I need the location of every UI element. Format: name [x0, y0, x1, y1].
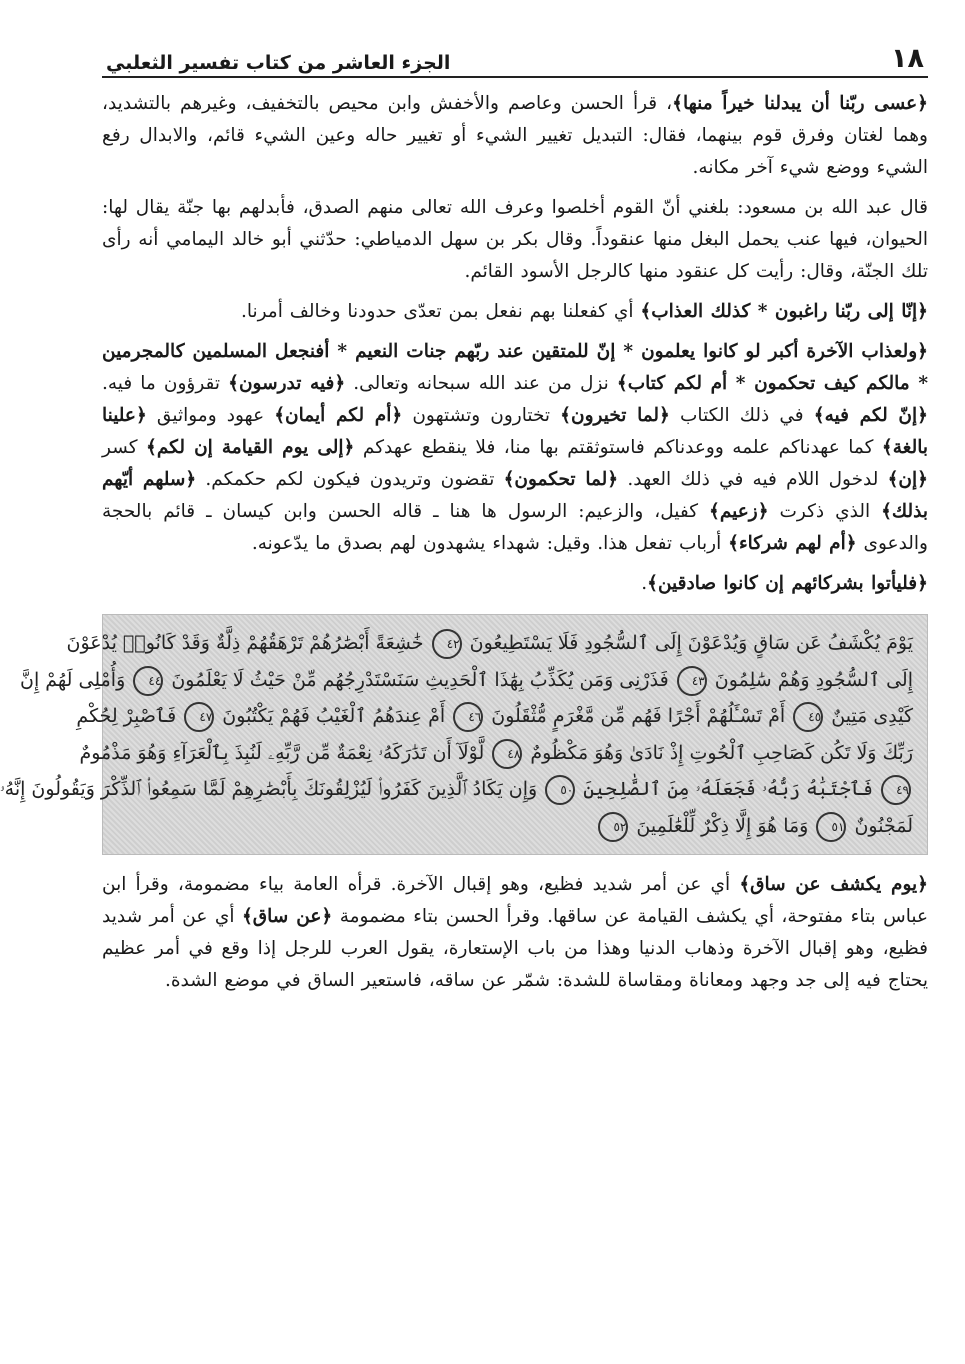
verse-text: أَمْ عِندَهُمُ ٱلْغَيْبُ فَهُمْ يَكْتُبُونَ — [216, 705, 452, 727]
text-segment: نزل من عند الله سبحانه وتعالى. — [345, 373, 617, 394]
verse-text: فَذَرْنِى وَمَن يُكَذِّبُ بِهَٰذَا ٱلْحَدِيثِ سَنَسْتَدْرِجُهُم مِّنْ حَيْثُ لَا يَعْلَمُونَ — [165, 668, 675, 691]
text-segment: ، قرأ الحسن وعاصم والأخفش وابن محيص بالتخفيف، وغيرهم بالتشديد، وهما لغتان وفرق قوم بينهما، فقال: التبديل تغيير الشيء أو تغيير حاله وعين الشيء قائم، والابدال رفع الشيء ووضع شيء آخر مكانه. — [102, 93, 928, 178]
text-segment: عهود ومواثيق — [146, 405, 275, 426]
verse-text: كَيْدِى مَتِينٌ — [825, 705, 913, 727]
quran-line — [76, 698, 913, 735]
text-segment: أي عن أمر شديد فظيع، وهو إقبال الآخرة وذهاب الدنيا وهذا من باب الإستعارة، يقول العرب للرجل إذا وقع في أمر عظيم يحتاج فيه إلى جد وجهد ومعاناة ومقاساة للشدة: شمّر عن ساقه، فاستعير الساق في موضع الشدة. — [102, 906, 928, 991]
ayah-number-icon: ٤٤ — [133, 666, 163, 696]
ayah-number-icon: ٤٢ — [432, 629, 462, 659]
verse-text: وَإِن يَكَادُ ٱلَّذِينَ كَفَرُوا۟ لَيُزْلِقُونَكَ بِأَبْصَٰرِهِمْ لَمَّا سَمِعُوا۟ ٱلذِّكْرَ وَيَقُولُونَ إِنَّهُۥ — [0, 778, 544, 800]
text-segment: . — [641, 573, 648, 594]
paragraph-3 — [102, 296, 928, 328]
quran-line — [66, 625, 913, 662]
paragraph-2 — [102, 192, 928, 288]
quran-quote: ﴿يوم يكشف عن ساق﴾ — [739, 874, 928, 895]
quran-line — [117, 808, 913, 845]
ayah-number-icon: ٤٣ — [677, 666, 707, 696]
text-segment: قال عبد الله بن مسعود: بلغني أنّ القوم أخلصوا وعرف الله تعالى منهم الصدق، فأبدلهم بها جنّة يقال لها: الحيوان، فيها عنب يحمل البغل منها عنقوداً. وقال بكر بن سهل الدمياطي: حدّثني أبو خالد اليمامي أنه رأى تلك الجنّة، وقال: رأيت كل عنقود منها كالرجل الأسود القائم. — [102, 197, 928, 282]
text-segment: الذي ذكرت — [768, 501, 882, 522]
paragraph-1 — [102, 88, 928, 184]
verse-text: أَمْ تَسْـَٔلُهُمْ أَجْرًا فَهُم مِّن مَّغْرَمٍ مُّثْقَلُونَ — [485, 705, 792, 727]
quran-quote: ﴿عن ساق﴾ — [241, 906, 333, 927]
verse-text: يَوْمَ يُكْشَفُ عَن سَاقٍ وَيُدْعَوْنَ إِلَى ٱلسُّجُودِ فَلَا يَسْتَطِيعُونَ — [463, 632, 913, 654]
ayah-number-icon: ٤٦ — [453, 702, 483, 732]
quran-verses-box — [0, 614, 928, 855]
verse-text: لَمَجْنُونٌ — [848, 814, 913, 837]
verse-text: خَٰشِعَةً أَبْصَٰرُهُمْ تَرْهَقُهُمْ ذِلَّةٌ وَقَدْ كَانُوا۟ يُدْعَوْنَ — [66, 632, 430, 654]
ayah-number-icon: ٤٥ — [793, 702, 823, 732]
verse-text: وَمَا هُوَ إِلَّا ذِكْرٌ لِّلْعَٰلَمِينَ — [630, 814, 815, 837]
quran-line — [79, 735, 913, 772]
ayah-number-icon: ٥٠ — [545, 775, 575, 805]
text-segment: تقضون وتريدون فيكون لكم حكمكم. — [196, 469, 504, 490]
quran-quote: ﴿لما تخيرون﴾ — [560, 405, 670, 426]
paragraph-5 — [102, 568, 928, 600]
quran-line — [20, 662, 913, 699]
text-segment: في ذلك الكتاب — [669, 405, 814, 426]
running-header — [102, 30, 928, 78]
ayah-number-icon: ٤٩ — [881, 775, 911, 805]
quran-quote: ﴿إلى يوم القيامة إن لكم﴾ — [146, 437, 355, 458]
book-title: الجزء العاشر من كتاب تفسير الثعلبي — [106, 52, 451, 74]
paragraph-commentary — [102, 869, 928, 997]
quran-quote: ﴿عسى ربّنا أن يبدلنا خيراً منها﴾ — [672, 93, 928, 114]
ayah-number-icon: ٥٢ — [598, 812, 628, 842]
verse-text: رَبِّكَ وَلَا تَكُن كَصَاحِبِ ٱلْحُوتِ إِذْ نَادَىٰ وَهُوَ مَكْظُومٌ — [524, 741, 913, 764]
body-text — [0, 88, 929, 997]
text-segment: لدخول اللام فيه في ذلك العهد. — [618, 469, 888, 490]
quran-quote: ﴿سلهم أيّهم بذلك﴾ — [102, 469, 928, 522]
text-segment: تختارون وتشتهون — [402, 405, 561, 426]
page-number: ١٨ — [891, 43, 924, 74]
quran-quote: ﴿أم لكم أيمان﴾ — [274, 405, 403, 426]
verse-text: لَّوْلَآ أَن تَدَٰرَكَهُۥ نِعْمَةٌ مِّن رَّبِّهِۦ لَنُبِذَ بِٱلْعَرَآءِ وَهُوَ مَذْمُومٌ — [79, 741, 491, 764]
text-segment: أي كفعلنا بهم نفعل بمن تعدّى حدودنا وخالف أمرنا. — [240, 301, 641, 322]
verse-text: فَٱصْبِرْ لِحُكْمِ — [76, 705, 183, 727]
verse-text: فَٱجْتَبَٰهُ رَبُّهُۥ فَجَعَلَهُۥ مِنَ ٱلصَّٰلِحِينَ — [577, 778, 879, 800]
quran-quote: ﴿فليأتوا بشركائهم إن كانوا صادقين﴾ — [647, 573, 928, 594]
text-segment: تقرؤون ما فيه. — [102, 373, 229, 394]
text-segment: كما عهدناكم علمه ووعدناكم فاستوثقتم بها منا، فلا ينقطع عهدكم — [354, 437, 882, 458]
quran-quote: ﴿زعيم﴾ — [708, 501, 769, 522]
quran-quote: ﴿إن﴾ — [887, 469, 928, 490]
quran-quote: ﴿ولعذاب الآخرة أكبر لو كانوا يعلمون * إنّ للمتقين عند ربّهم جنات النعيم * أفنجعل المسلمين كالمجرمين * مالكم كيف تحكمون * أم لكم كتاب﴾ — [102, 341, 929, 394]
ayah-number-icon: ٥١ — [816, 812, 846, 842]
quran-quote: ﴿علينا بالغة﴾ — [102, 405, 929, 458]
text-segment: كسر — [102, 437, 147, 458]
verse-text: إِلَى ٱلسُّجُودِ وَهُمْ سَٰلِمُونَ — [708, 668, 913, 691]
quran-quote: ﴿إنّا إلى ربّنا راغبون * كذلك العذاب﴾ — [640, 301, 928, 322]
paragraph-4 — [102, 336, 928, 560]
quran-quote: ﴿لما تحكمون﴾ — [503, 469, 619, 490]
document-page — [0, 30, 929, 1005]
quran-line — [0, 771, 913, 808]
quran-quote: ﴿فيه تدرسون﴾ — [228, 373, 346, 394]
ayah-number-icon: ٤٧ — [184, 702, 214, 732]
verse-text: وَأُمْلِى لَهُمْ إِنَّ — [20, 668, 132, 691]
text-segment: أرباب تفعل هذا. وقيل: شهداء يشهدون لهم بصدق ما يدّعونه. — [251, 533, 729, 554]
quran-quote: ﴿إنّ لكم فيه﴾ — [813, 405, 928, 426]
text-segment: كفيل، والزعيم: الرسول ها هنا ـ قاله الحسن وابن كيسان ـ قائم بالحجة والدعوى — [102, 501, 928, 554]
quran-quote: ﴿أم لهم شركاء﴾ — [728, 533, 857, 554]
text-segment: أي عن أمر شديد فظيع، وهو إقبال الآخرة. قرأه العامة بياء مضمومة، وقرأ ابن عباس بتاء مفتوحة، أي يكشف القيامة عن ساقها. وقرأ الحسن بتاء مضمومة — [102, 874, 928, 927]
ayah-number-icon: ٤٨ — [492, 739, 522, 769]
